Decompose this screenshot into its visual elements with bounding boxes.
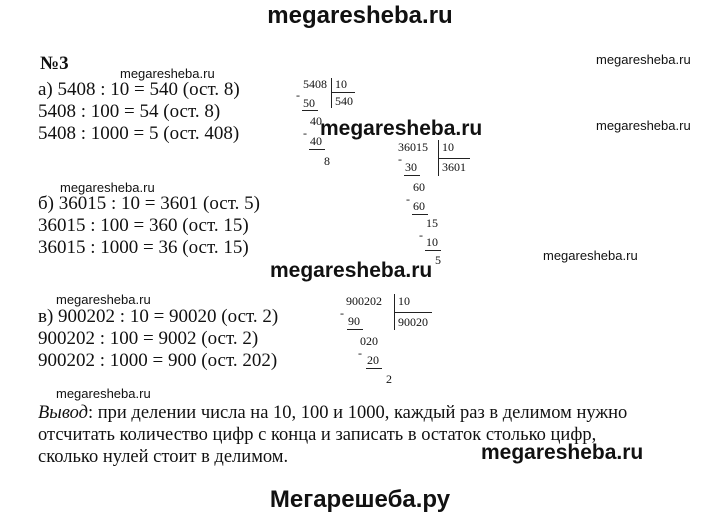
step-underline [347, 329, 363, 330]
minus-sign: - [419, 228, 423, 242]
equation-line: 5408 : 100 = 54 (ост. 8) [38, 101, 221, 122]
dividend: 36015 [398, 140, 428, 154]
minus-sign: - [398, 152, 402, 166]
divisor: 10 [398, 294, 410, 308]
step-value: 50 [303, 96, 315, 110]
conclusion-line: отсчитать количество цифр с конца и записать в остаток столько цифр, [38, 425, 597, 445]
equation-line: 36015 : 100 = 360 (ост. 15) [38, 215, 249, 236]
step-underline [404, 175, 420, 176]
minus-sign: - [296, 88, 300, 102]
dividend: 900202 [346, 294, 382, 308]
step-underline [412, 214, 428, 215]
step-value: 15 [426, 216, 438, 230]
equation-line: 36015 : 1000 = 36 (ост. 15) [38, 237, 249, 258]
watermark-small: megaresheba.ru [56, 292, 151, 307]
minus-sign: - [406, 192, 410, 206]
conclusion-text: : при делении числа на 10, 100 и 1000, каждый раз в делимом нужно [87, 403, 628, 423]
divisor: 10 [335, 77, 347, 91]
step-underline [302, 110, 318, 111]
watermark-small: megaresheba.ru [60, 180, 155, 195]
watermark-small: megaresheba.ru [596, 118, 691, 133]
step-value: 5 [435, 253, 441, 267]
watermark-small: megaresheba.ru [543, 248, 638, 263]
equation-line: б) 36015 : 10 = 3601 (ост. 5) [38, 193, 260, 214]
dividend: 5408 [303, 77, 327, 91]
minus-sign: - [340, 306, 344, 320]
step-value: 60 [413, 199, 425, 213]
minus-sign: - [303, 126, 307, 140]
divisor: 10 [442, 140, 454, 154]
conclusion-label: Вывод [38, 403, 88, 423]
step-value: 40 [310, 134, 322, 148]
watermark-big: megaresheba.ru [270, 259, 433, 282]
minus-sign: - [358, 346, 362, 360]
step-value: 30 [405, 160, 417, 174]
watermark-small: megaresheba.ru [596, 52, 691, 67]
equation-line: 900202 : 1000 = 900 (ост. 202) [38, 350, 278, 371]
division-bar [331, 92, 355, 93]
step-value: 2 [386, 372, 392, 386]
step-value: 8 [324, 154, 330, 168]
quotient: 3601 [442, 160, 466, 174]
step-underline [309, 149, 325, 150]
step-value: 40 [310, 114, 322, 128]
watermark-big: megaresheba.ru [320, 117, 483, 140]
step-value: 020 [360, 334, 378, 348]
step-value: 60 [413, 180, 425, 194]
conclusion-line: сколько нулей стоит в делимом. [38, 447, 289, 467]
watermark-small: megaresheba.ru [120, 66, 215, 81]
equation-line: а) 5408 : 10 = 540 (ост. 8) [38, 79, 240, 100]
step-underline [425, 250, 441, 251]
watermark-big: megaresheba.ru [481, 441, 644, 464]
watermark-top: megaresheba.ru [267, 2, 453, 29]
quotient: 90020 [398, 315, 428, 329]
equation-line: в) 900202 : 10 = 90020 (ост. 2) [38, 306, 279, 327]
quotient: 540 [335, 94, 353, 108]
task-number: №3 [40, 53, 69, 74]
equation-line: 5408 : 1000 = 5 (ост. 408) [38, 123, 240, 144]
step-value: 90 [348, 314, 360, 328]
watermark-bottom: Мегарешеба.ру [269, 486, 451, 513]
step-value: 20 [367, 353, 379, 367]
watermark-small: megaresheba.ru [56, 386, 151, 401]
step-underline [366, 368, 382, 369]
conclusion-line [38, 403, 627, 423]
equation-line: 900202 : 100 = 9002 (ост. 2) [38, 328, 259, 349]
division-bar [331, 78, 332, 108]
step-value: 10 [426, 235, 438, 249]
division-bar [394, 312, 432, 313]
division-bar [438, 158, 470, 159]
